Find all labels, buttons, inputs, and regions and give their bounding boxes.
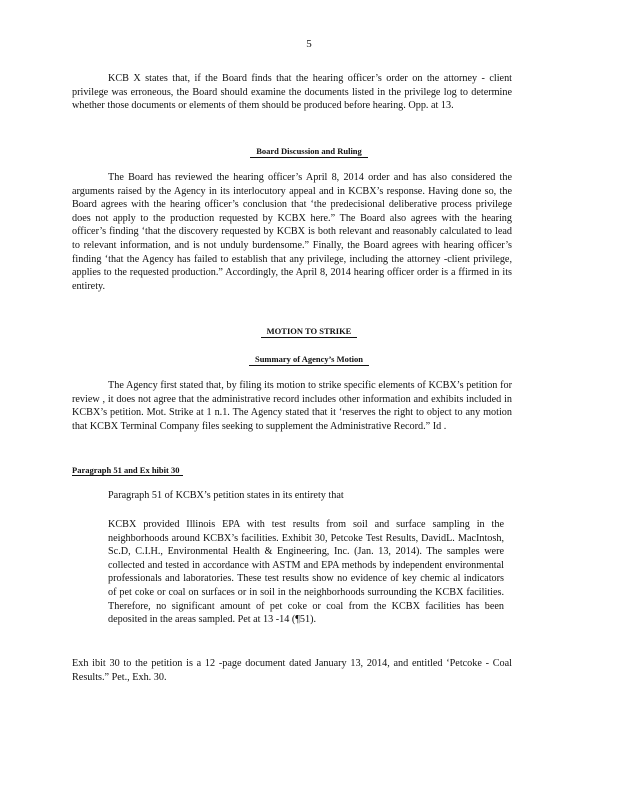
ruling-paragraph: The Board has reviewed the hearing officer’s April 8, 2014 order and has also considered the arguments raised by the Agency in its interlocutory appeal and in KCBX’s response. Having done so, the Board agrees with the hearing officer’s conclusion that ‘the predecisional deliberative process privilege does not apply to the production requested by KCBX here.” The Board also agrees with the hearing officer’s finding ‘that the discovery requested by KCBX is both relevant and reasonably calculated to lead to relevant information, and is not unduly burdensome.” Finally, the Board agrees with hearing officer’s finding ‘that the Agency has failed to establish that any privilege, including the attorney -client privilege, applies to the requested production.” Accordingly, the April 8, 2014 hearing officer order is a ffirmed in its entirety.	[72, 172, 512, 292]
paragraph51-heading	[72, 465, 183, 475]
page-number: 5	[306, 38, 312, 50]
exhibit-paragraph: Exh ibit 30 to the petition is a 12 -page document dated January 13, 2014, and entitled ‘Petcoke - Coal Results.” Pet., Exh. 30.	[72, 658, 512, 683]
section-heading-text: MOTION TO STRIKE	[261, 326, 358, 338]
section-heading-motion-to-strike	[0, 326, 618, 336]
block-quote: KCBX provided Illinois EPA with test results from soil and surface sampling in the neighborhoods around KCBX’s facilities. Exhibit 30, Petcoke Test Results, DavidL. MacIntosh, Sc.D, C.I.H., Environmental Health & Engineering, Inc. (Jan. 13, 2014). The samples were collected and tested in accordance with ASTM and EPA methods by independent environmental professionals and laboratories. These test results show no evidence of key chemic al indicators of pet coke or coal on surfaces or in soil in the neighborhoods surrounding the KCBX facilities. Therefore, no significant amount of pet coke or coal from the KCBX facilities has been deposited in the areas sampled. Pet at 13 -14 (¶51).	[108, 519, 504, 626]
paragraph51-lead: Paragraph 51 of KCBX’s petition states in its entirety that	[108, 490, 344, 501]
intro-paragraph: KCB X states that, if the Board finds that the hearing officer’s order on the attorney - client privilege was erroneous, the Board should examine the documents listed in the privilege log to determine whether those documents or elements of them should be produced before hearing. Opp. at 13.	[72, 73, 512, 112]
section-heading-summary	[0, 354, 618, 364]
section-heading-board-discussion	[0, 146, 618, 156]
section-heading-text: Summary of Agency’s Motion	[249, 354, 369, 366]
paragraph51-heading-text: Paragraph 51 and Ex hibit 30	[72, 465, 183, 476]
agency-paragraph: The Agency first stated that, by filing its motion to strike specific elements of KCBX’s petition for review , it does not agree that the administrative record includes other information and exhibits included in KCBX’s petition. Mot. Strike at 1 n.1. The Agency stated that it ‘reserves the right to object to any motion that KCBX Terminal Company files seeking to supplement the Administrative Record.” Id .	[72, 380, 512, 432]
section-heading-text: Board Discussion and Ruling	[250, 146, 368, 158]
